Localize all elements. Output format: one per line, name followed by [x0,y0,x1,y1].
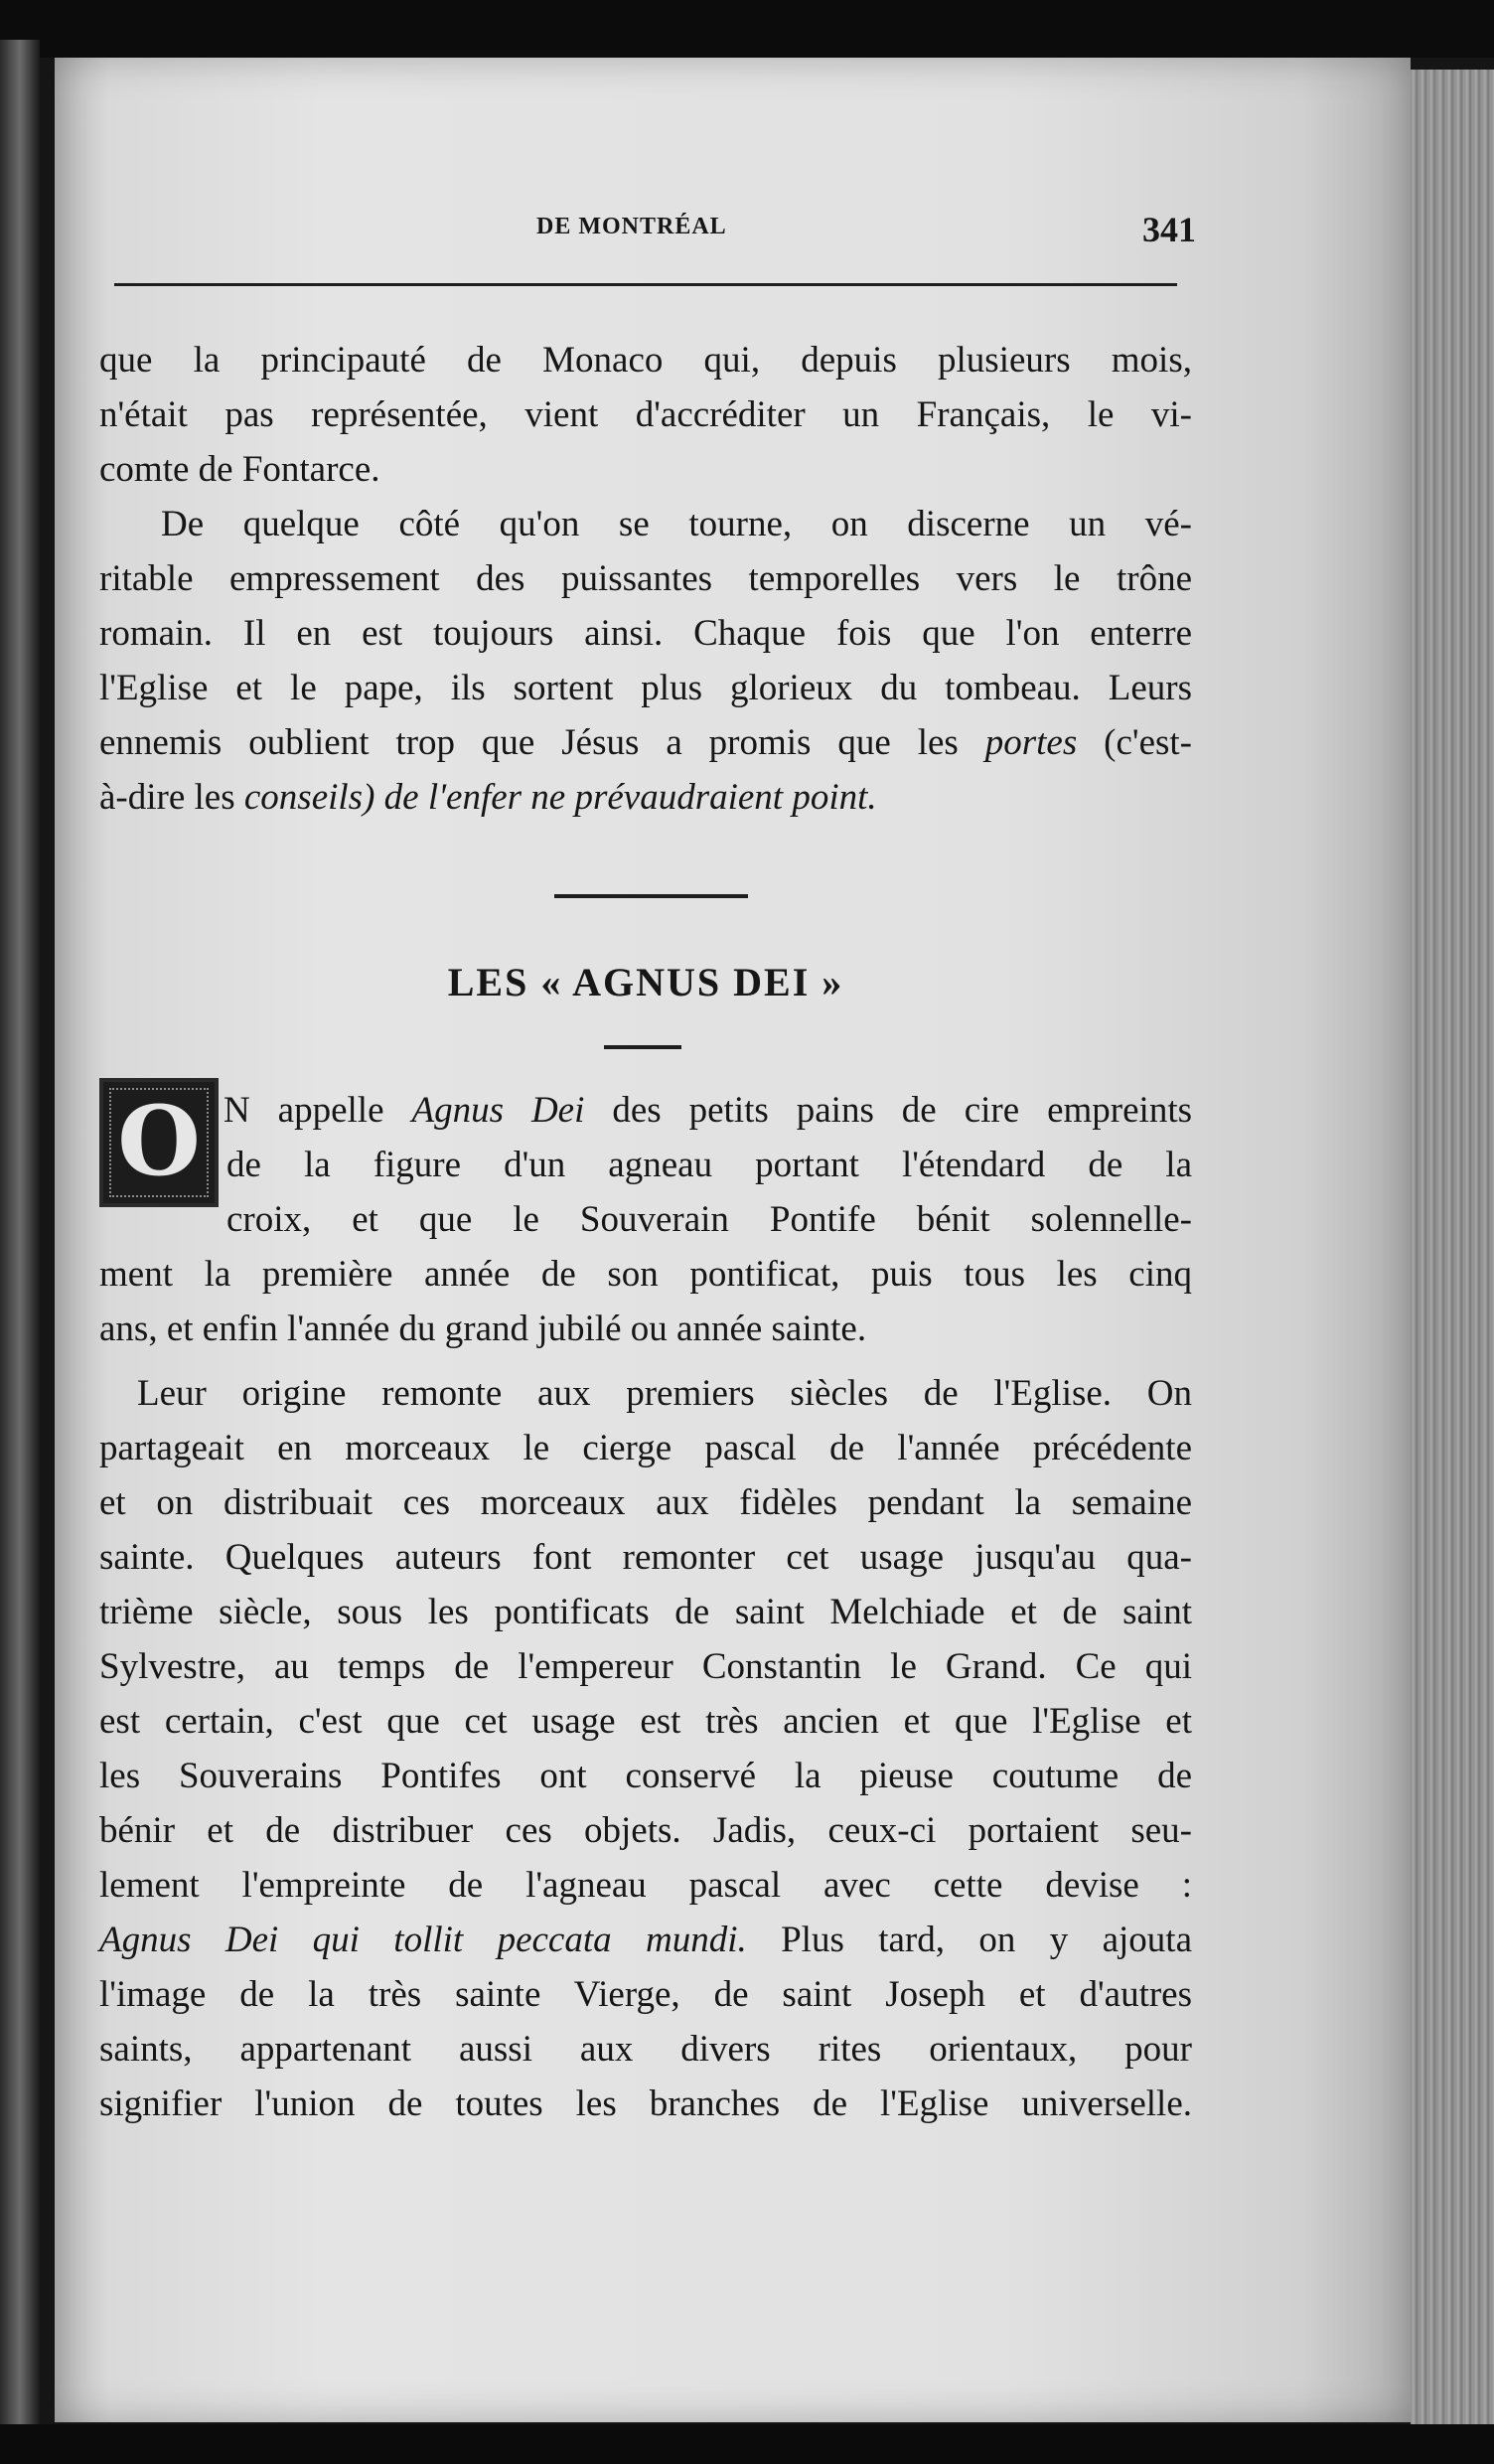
text-line: lement l'empreinte de l'agneau pascal avec cette devise : [99,1865,1192,1906]
text-line: bénir et de distribuer ces objets. Jadis, ceux-ci portaient seu- [99,1810,1192,1851]
text-fragment: (c'est- [1104,722,1192,763]
title-rule [604,1045,681,1049]
text-line: partageait en morceaux le cierge pascal de l'année précédente [99,1428,1192,1468]
drop-cap-letter: O [117,1085,201,1197]
page-number: 341 [1142,210,1196,249]
italic-fragment: Agnus Dei qui tollit peccata mundi. [99,1920,747,1960]
facing-page-edge [0,40,40,2424]
text-fragment: N appelle [224,1090,384,1131]
text-fragment: Plus tard, on y ajouta [781,1920,1193,1960]
text-fragment: à-dire les [99,777,235,818]
running-head: DE MONTRÉAL [536,214,727,239]
paragraph-church [99,497,1192,825]
section-title: LES « AGNUS DEI » [447,960,844,1004]
text-fragment: ennemis oublient trop que Jésus a promis que les [99,722,959,763]
scan-border-bottom [0,2424,1494,2464]
text-line: croix, et que le Souverain Pontife bénit solennelle- [226,1199,1192,1240]
text-line: et on distribuait ces morceaux aux fidèles pendant la semaine [99,1482,1192,1523]
text-line: trième siècle, sous les pontificats de saint Melchiade et de saint [99,1592,1192,1632]
text-line: que la principauté de Monaco qui, depuis plusieurs mois, [99,340,1192,381]
italic-fragment: Agnus Dei [411,1090,585,1131]
paragraph-origin [99,1366,1192,2171]
text-line: Sylvestre, au temps de l'empereur Constantin le Grand. Ce qui [99,1646,1192,1687]
text-line: de la figure d'un agneau portant l'étendard de la [226,1145,1192,1185]
text-line: l'image de la très sainte Vierge, de saint Joseph et d'autres [99,1974,1192,2015]
text-line: De quelque côté qu'on se tourne, on discerne un vé- [161,504,1192,544]
text-line: ment la première année de son pontificat, puis tous les cinq [99,1254,1192,1295]
text-line: l'Eglise et le pape, ils sortent plus glorieux du tombeau. Leurs [99,668,1192,708]
scan-border-top [0,0,1494,58]
italic-fragment: portes [984,722,1078,763]
paragraph-agnus-intro [99,1083,1192,1361]
header-rule [114,283,1177,286]
text-line: romain. Il en est toujours ainsi. Chaque fois que l'on enterre [99,613,1192,654]
text-line: Leur origine remonte aux premiers siècles de l'Eglise. On [137,1373,1192,1414]
italic-fragment: conseils) [243,777,375,818]
italic-fragment: de l'enfer ne prévaudraient point. [383,777,877,818]
text-line: ans, et enfin l'année du grand jubilé ou année sainte. [99,1309,867,1349]
text-line: n'était pas représentée, vient d'accréditer un Français, le vi- [99,394,1192,435]
section-separator [554,894,748,898]
text-line: signifier l'union de toutes les branches de l'Eglise universelle. [99,2083,1192,2124]
text-line: ritable empressement des puissantes temporelles vers le trône [99,558,1192,599]
text-line [99,1913,1192,1967]
text-line: comte de Fontarce. [99,449,380,490]
text-line: est certain, c'est que cet usage est très ancien et que l'Eglise et [99,1701,1192,1742]
text-line: saints, appartenant aussi aux divers rites orientaux, pour [99,2029,1192,2070]
text-line: sainte. Quelques auteurs font remonter cet usage jusqu'au qua- [99,1537,1192,1578]
text-line [99,1083,1192,1138]
text-line [99,715,1192,770]
text-line: les Souverains Pontifes ont conservé la pieuse coutume de [99,1756,1192,1796]
text-line [99,770,1192,825]
page-stack-edges [1411,70,1494,2434]
text-fragment: des petits pains de cire empreints [612,1090,1193,1131]
paragraph-continuation [99,333,1192,497]
